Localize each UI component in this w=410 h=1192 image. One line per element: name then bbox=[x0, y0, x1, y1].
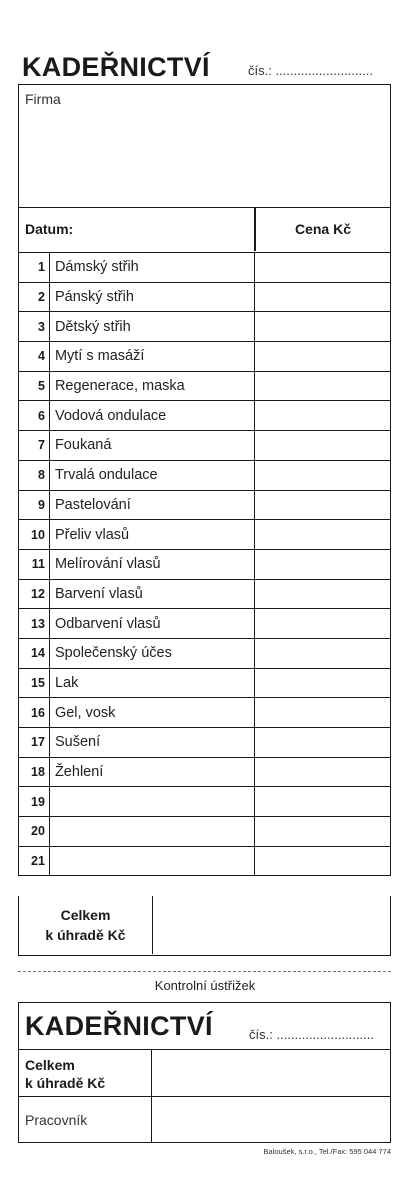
item-number: 17 bbox=[19, 728, 50, 758]
item-number: 10 bbox=[19, 520, 50, 550]
total-box bbox=[18, 896, 391, 956]
items-table bbox=[18, 252, 391, 876]
item-number: 4 bbox=[19, 342, 50, 372]
item-name: Sušení bbox=[49, 728, 254, 758]
stub-number-label: čís.: ........................... bbox=[249, 1027, 374, 1042]
item-price-field[interactable] bbox=[254, 757, 391, 787]
table-row bbox=[19, 668, 391, 698]
item-number: 8 bbox=[19, 460, 50, 490]
item-price-field[interactable] bbox=[254, 728, 391, 758]
item-name: Barvení vlasů bbox=[49, 579, 254, 609]
item-price-field[interactable] bbox=[254, 431, 391, 461]
table-row bbox=[19, 817, 391, 847]
item-price-field[interactable] bbox=[254, 668, 391, 698]
table-row bbox=[19, 728, 391, 758]
item-price-field[interactable] bbox=[254, 787, 391, 817]
table-row bbox=[19, 579, 391, 609]
item-number: 14 bbox=[19, 638, 50, 668]
item-price-field[interactable] bbox=[254, 282, 391, 312]
stub-total-label bbox=[25, 1056, 105, 1092]
item-name[interactable] bbox=[49, 846, 254, 876]
item-name: Lak bbox=[49, 668, 254, 698]
item-price-field[interactable] bbox=[254, 520, 391, 550]
table-row bbox=[19, 549, 391, 579]
item-price-field[interactable] bbox=[254, 312, 391, 342]
form-number-label: čís.: ........................... bbox=[248, 63, 373, 78]
table-row bbox=[19, 312, 391, 342]
item-price-field[interactable] bbox=[254, 549, 391, 579]
item-price-field[interactable] bbox=[254, 846, 391, 876]
item-name: Gel, vosk bbox=[49, 698, 254, 728]
item-number: 15 bbox=[19, 668, 50, 698]
table-row bbox=[19, 846, 391, 876]
item-name[interactable] bbox=[49, 787, 254, 817]
item-number: 12 bbox=[19, 579, 50, 609]
table-row bbox=[19, 342, 391, 372]
table-row bbox=[19, 253, 391, 283]
item-number: 18 bbox=[19, 757, 50, 787]
item-name: Žehlení bbox=[49, 757, 254, 787]
item-name: Společenský účes bbox=[49, 638, 254, 668]
item-number: 21 bbox=[19, 846, 50, 876]
table-row bbox=[19, 609, 391, 639]
table-row bbox=[19, 371, 391, 401]
table-row bbox=[19, 757, 391, 787]
stub-box bbox=[18, 1002, 391, 1143]
table-row bbox=[19, 401, 391, 431]
stub-total-line1: Celkem bbox=[25, 1057, 75, 1073]
item-number: 20 bbox=[19, 817, 50, 847]
table-row bbox=[19, 460, 391, 490]
cut-line bbox=[18, 971, 391, 972]
total-value-field[interactable] bbox=[153, 896, 390, 954]
total-label bbox=[19, 905, 152, 945]
item-number: 2 bbox=[19, 282, 50, 312]
item-price-field[interactable] bbox=[254, 490, 391, 520]
item-price-field[interactable] bbox=[254, 579, 391, 609]
item-name: Odbarvení vlasů bbox=[49, 609, 254, 639]
stub-total-line2: k úhradě Kč bbox=[25, 1075, 106, 1091]
item-number: 16 bbox=[19, 698, 50, 728]
item-name: Dětský střih bbox=[49, 312, 254, 342]
table-row bbox=[19, 520, 391, 550]
stub-caption: Kontrolní ústřižek bbox=[154, 978, 256, 993]
items-body bbox=[19, 253, 391, 876]
stub-total-field[interactable] bbox=[152, 1050, 390, 1096]
item-price-field[interactable] bbox=[254, 698, 391, 728]
item-price-field[interactable] bbox=[254, 342, 391, 372]
item-number: 3 bbox=[19, 312, 50, 342]
item-number: 6 bbox=[19, 401, 50, 431]
total-line2: k úhradě Kč bbox=[45, 927, 126, 943]
footer-text: Baloušek, s.r.o., Tel./Fax: 595 044 774 bbox=[263, 1147, 391, 1156]
form-title: KADEŘNICTVÍ bbox=[22, 52, 210, 82]
stub-title: KADEŘNICTVÍ bbox=[25, 1011, 213, 1041]
item-name: Regenerace, maska bbox=[49, 371, 254, 401]
table-row bbox=[19, 282, 391, 312]
table-row bbox=[19, 431, 391, 461]
header-row bbox=[18, 207, 391, 253]
item-price-field[interactable] bbox=[254, 460, 391, 490]
item-number: 5 bbox=[19, 371, 50, 401]
firma-box[interactable] bbox=[18, 84, 391, 208]
price-label: Cena Kč bbox=[294, 221, 352, 237]
total-line1: Celkem bbox=[60, 907, 111, 923]
item-number: 19 bbox=[19, 787, 50, 817]
item-number: 9 bbox=[19, 490, 50, 520]
item-name: Melírování vlasů bbox=[49, 549, 254, 579]
item-price-field[interactable] bbox=[254, 638, 391, 668]
item-name: Dámský střih bbox=[49, 253, 254, 283]
firma-label: Firma bbox=[25, 91, 61, 107]
item-price-field[interactable] bbox=[254, 817, 391, 847]
item-name: Foukaná bbox=[49, 431, 254, 461]
item-name: Pánský střih bbox=[49, 282, 254, 312]
table-row bbox=[19, 490, 391, 520]
item-name: Trvalá ondulace bbox=[49, 460, 254, 490]
stub-worker-label: Pracovník bbox=[25, 1112, 88, 1128]
item-price-field[interactable] bbox=[254, 253, 391, 283]
item-name: Mytí s masáží bbox=[49, 342, 254, 372]
table-row bbox=[19, 638, 391, 668]
item-number: 11 bbox=[19, 549, 50, 579]
date-label: Datum: bbox=[25, 221, 74, 237]
stub-worker-field[interactable] bbox=[152, 1097, 390, 1142]
item-name[interactable] bbox=[49, 817, 254, 847]
item-price-field[interactable] bbox=[254, 609, 391, 639]
item-name: Pastelování bbox=[49, 490, 254, 520]
item-name: Přeliv vlasů bbox=[49, 520, 254, 550]
item-price-field[interactable] bbox=[254, 371, 391, 401]
table-row bbox=[19, 698, 391, 728]
table-row bbox=[19, 787, 391, 817]
item-name: Vodová ondulace bbox=[49, 401, 254, 431]
item-number: 13 bbox=[19, 609, 50, 639]
item-number: 7 bbox=[19, 431, 50, 461]
item-number: 1 bbox=[19, 253, 50, 283]
item-price-field[interactable] bbox=[254, 401, 391, 431]
